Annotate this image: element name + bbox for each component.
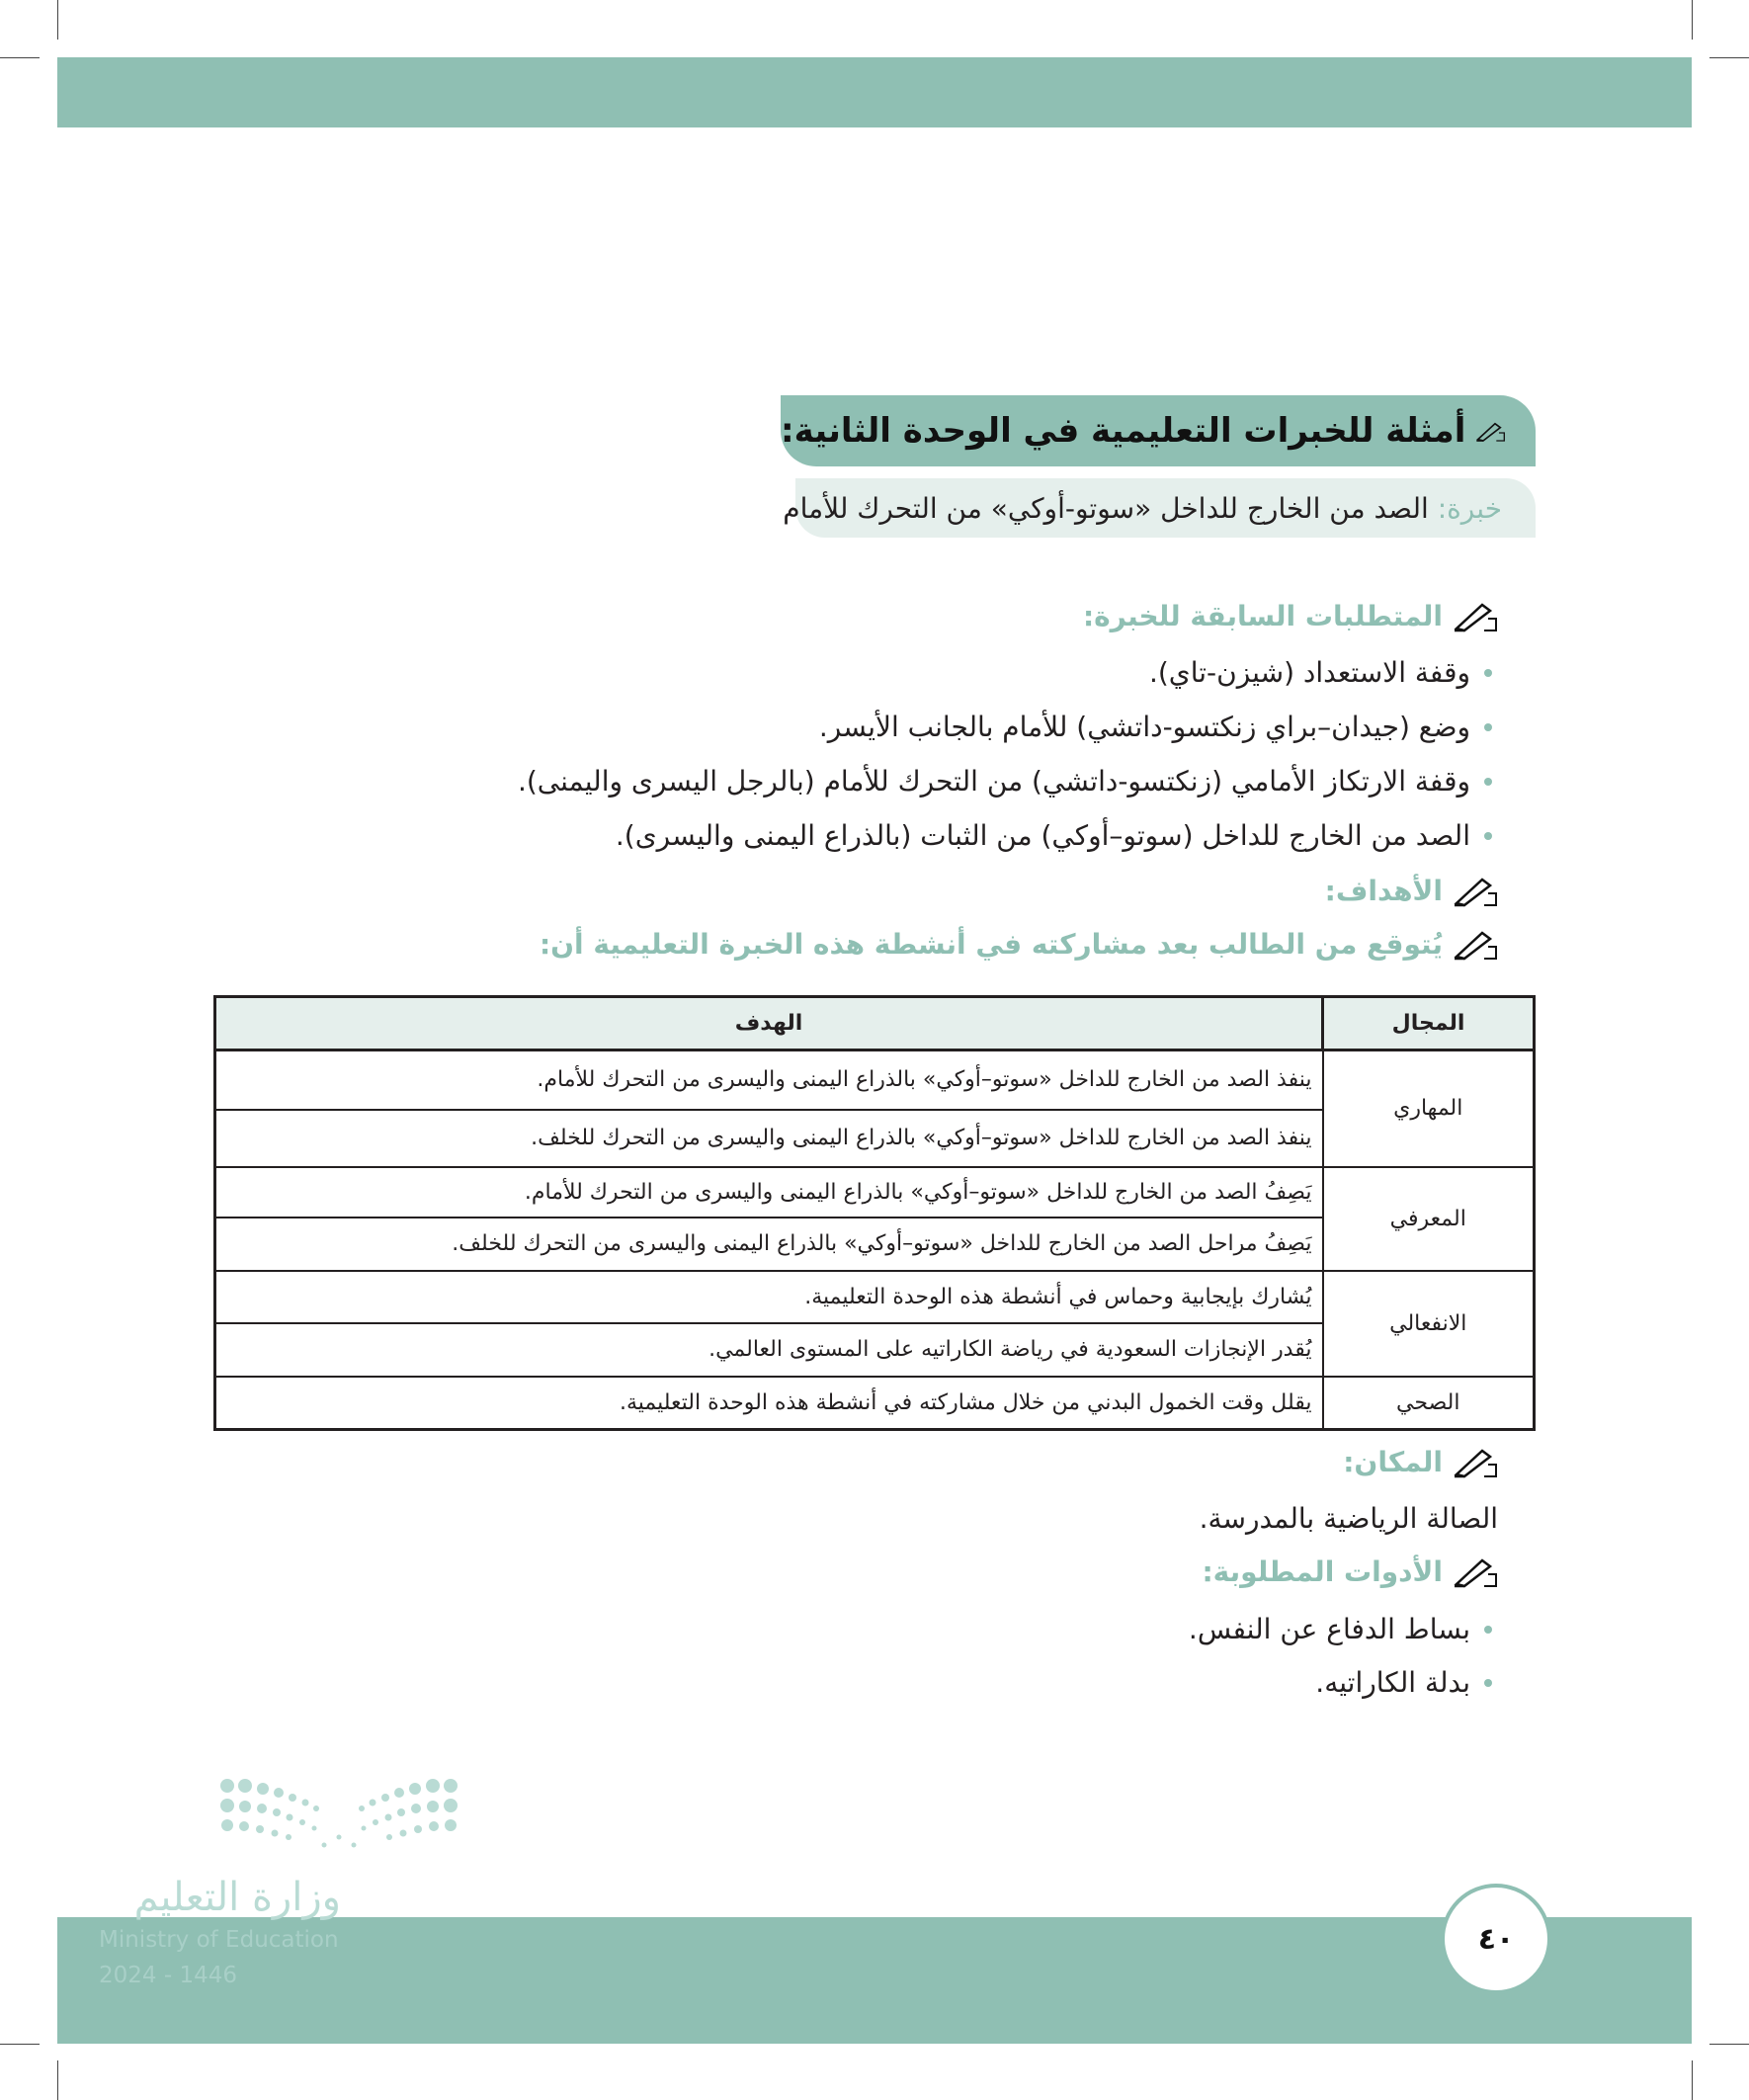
goal-cell: يَصِفُ مراحل الصد من الخارج للداخل «سوتو–أوكي» بالذراع اليمنى واليسرى من التحرك للخلف. bbox=[215, 1218, 1323, 1271]
goal-cell: يُشارك بإيجابية وحماس في أنشطة هذه الوحدة التعليمية. bbox=[215, 1271, 1323, 1323]
pen-writing-icon bbox=[1453, 927, 1498, 961]
crop-mark bbox=[0, 2044, 40, 2045]
crop-mark bbox=[0, 57, 40, 58]
table-row bbox=[215, 1167, 1535, 1218]
table-header-row bbox=[215, 997, 1535, 1050]
list-item-text: وقفة الاستعداد (شيزن-تاي). bbox=[1148, 656, 1470, 689]
place-heading-text: المكان: bbox=[1343, 1445, 1443, 1478]
expectation-heading bbox=[540, 927, 1498, 961]
header-band bbox=[57, 57, 1692, 127]
page-number: ٤٠ bbox=[1441, 1884, 1551, 1994]
domain-cell: المهاري bbox=[1323, 1050, 1535, 1167]
ministry-logo-year: 2024 - 1446 bbox=[99, 1963, 237, 1988]
domain-cell: المعرفي bbox=[1323, 1167, 1535, 1271]
crop-mark bbox=[1709, 2044, 1749, 2045]
goals-heading bbox=[1325, 874, 1498, 907]
list-item bbox=[1315, 1666, 1492, 1699]
goal-cell: ينفذ الصد من الخارج للداخل «سوتو–أوكي» بالذراع اليمنى واليسرى من التحرك للخلف. bbox=[215, 1110, 1323, 1167]
list-item-text: الصد من الخارج للداخل (سوتو–أوكي) من الثبات (بالذراع اليمنى واليسرى). bbox=[615, 819, 1470, 852]
pen-writing-icon bbox=[1453, 874, 1498, 907]
domain-cell: الصحي bbox=[1323, 1377, 1535, 1430]
crop-mark bbox=[1709, 57, 1749, 58]
ministry-logo-english: Ministry of Education bbox=[99, 1927, 339, 1953]
list-item-text: وضع (جيدان–براي زنكتسو-داتشي) للأمام بالجانب الأيسر. bbox=[818, 711, 1470, 743]
list-item bbox=[1149, 656, 1492, 689]
goal-cell: يقلل وقت الخمول البدني من خلال مشاركته في أنشطة هذه الوحدة التعليمية. bbox=[215, 1377, 1323, 1430]
header-domain: المجال bbox=[1323, 997, 1535, 1050]
header-goal: الهدف bbox=[215, 997, 1323, 1050]
bullet-dot bbox=[1484, 669, 1492, 677]
goal-cell: ينفذ الصد من الخارج للداخل «سوتو–أوكي» بالذراع اليمنى واليسرى من التحرك للأمام. bbox=[215, 1050, 1323, 1110]
place-text: الصالة الرياضية بالمدرسة. bbox=[1199, 1502, 1498, 1535]
bullet-dot bbox=[1484, 1626, 1492, 1634]
experience-label: خبرة: bbox=[1437, 491, 1502, 525]
tools-heading bbox=[1202, 1554, 1498, 1588]
place-heading bbox=[1343, 1445, 1498, 1478]
experience-text: الصد من الخارج للداخل «سوتو-أوكي» من التحرك للأمام bbox=[783, 491, 1429, 525]
goal-cell: يُقدر الإنجازات السعودية في رياضة الكاراتيه على المستوى العالمي. bbox=[215, 1323, 1323, 1377]
list-item bbox=[819, 711, 1492, 743]
expectation-heading-text: يُتوقع من الطالب بعد مشاركته في أنشطة هذه الخبرة التعليمية أن: bbox=[539, 927, 1443, 961]
prerequisites-heading bbox=[1083, 599, 1498, 632]
tools-heading-text: الأدوات المطلوبة: bbox=[1202, 1554, 1443, 1588]
prerequisites-heading-text: المتطلبات السابقة للخبرة: bbox=[1082, 599, 1443, 632]
list-item-text: بدلة الكاراتيه. bbox=[1315, 1666, 1470, 1699]
goal-cell: يَصِفُ الصد من الخارج للداخل «سوتو–أوكي» بالذراع اليمنى واليسرى من التحرك للأمام. bbox=[215, 1167, 1323, 1218]
bullet-dot bbox=[1484, 723, 1492, 731]
section-title-text: أمثلة للخبرات التعليمية في الوحدة الثانية: bbox=[781, 411, 1466, 451]
crop-mark bbox=[57, 2060, 58, 2100]
bullet-dot bbox=[1484, 832, 1492, 840]
list-item bbox=[616, 819, 1492, 852]
table-row bbox=[215, 1271, 1535, 1323]
experience-box bbox=[783, 478, 1536, 538]
ministry-logo-dots bbox=[215, 1774, 462, 1853]
list-item bbox=[518, 765, 1492, 798]
pen-writing-icon bbox=[1475, 414, 1506, 448]
goals-table bbox=[213, 995, 1536, 1431]
pen-writing-icon bbox=[1453, 1445, 1498, 1478]
table-row bbox=[215, 1050, 1535, 1110]
table-row bbox=[215, 1377, 1535, 1430]
crop-mark bbox=[1692, 2060, 1693, 2100]
bullet-dot bbox=[1484, 778, 1492, 786]
pen-writing-icon bbox=[1453, 1554, 1498, 1588]
crop-mark bbox=[57, 0, 58, 40]
list-item-text: بساط الدفاع عن النفس. bbox=[1188, 1613, 1470, 1645]
list-item-text: وقفة الارتكاز الأمامي (زنكتسو-داتشي) من التحرك للأمام (بالرجل اليسرى واليمنى). bbox=[517, 765, 1470, 798]
list-item bbox=[1189, 1613, 1492, 1645]
bullet-dot bbox=[1484, 1679, 1492, 1687]
crop-mark bbox=[1692, 0, 1693, 40]
section-title bbox=[781, 395, 1536, 466]
ministry-logo-arabic: وزارة التعليم bbox=[133, 1875, 341, 1920]
pen-writing-icon bbox=[1453, 599, 1498, 632]
domain-cell: الانفعالي bbox=[1323, 1271, 1535, 1377]
goals-heading-text: الأهداف: bbox=[1324, 874, 1443, 907]
